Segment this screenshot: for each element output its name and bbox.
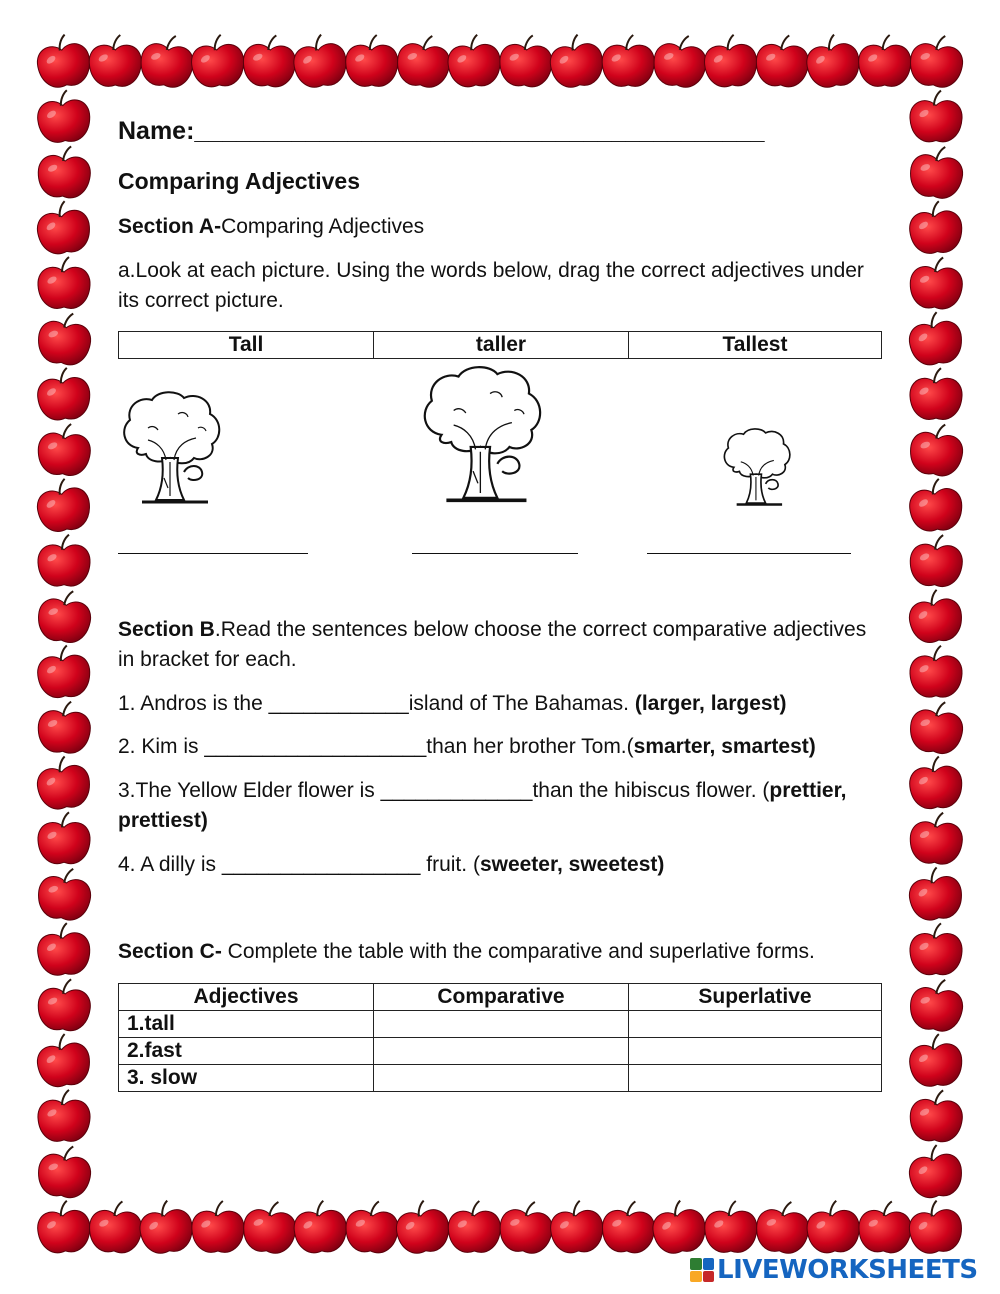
comparative-cell[interactable] bbox=[374, 1011, 629, 1038]
apple-icon bbox=[907, 976, 966, 1034]
word-bank-table bbox=[118, 331, 882, 359]
apple-icon bbox=[36, 644, 92, 699]
apple-icon bbox=[703, 33, 759, 88]
question-2-options: smarter, smartest) bbox=[633, 735, 816, 758]
apple-icon bbox=[906, 865, 965, 923]
apple-icon bbox=[909, 811, 965, 866]
row-adjective: 1.tall bbox=[119, 1011, 374, 1038]
apple-icon bbox=[910, 368, 962, 419]
word-taller[interactable]: taller bbox=[374, 332, 629, 359]
apple-icon bbox=[35, 1142, 94, 1200]
apple-icon bbox=[908, 477, 964, 532]
apple-icon bbox=[859, 35, 911, 86]
apple-icon bbox=[37, 700, 93, 755]
apple-icon bbox=[36, 89, 92, 144]
question-1-text: 1. Andros is the ____________island of The Bahamas. bbox=[118, 692, 635, 715]
apple-icon bbox=[290, 32, 349, 90]
apple-icon bbox=[242, 33, 298, 88]
comparative-cell[interactable] bbox=[374, 1065, 629, 1092]
question-4[interactable] bbox=[118, 850, 664, 880]
apple-icon bbox=[908, 200, 964, 255]
apple-icon bbox=[601, 1199, 657, 1254]
tree-small-icon bbox=[720, 426, 796, 510]
apple-icon bbox=[89, 35, 141, 86]
section-b-instruction: .Read the sentences below choose the correct comparative adjectives in bracket for each. bbox=[118, 618, 867, 671]
apple-icon bbox=[346, 35, 398, 86]
answer-blank-2[interactable] bbox=[412, 552, 578, 554]
tree-medium-icon bbox=[118, 388, 228, 510]
apple-icon bbox=[34, 476, 93, 534]
apple-icon bbox=[910, 91, 962, 142]
apple-icon bbox=[138, 32, 197, 90]
apple-icon bbox=[907, 420, 966, 478]
apple-icon bbox=[36, 1199, 92, 1254]
apple-icon bbox=[37, 144, 93, 199]
comparative-cell[interactable] bbox=[374, 1038, 629, 1065]
brand-name: LIVEWORKSHEETS bbox=[717, 1255, 978, 1285]
apple-icon bbox=[38, 812, 90, 863]
apple-icon bbox=[37, 977, 93, 1032]
section-c-label: Section C- bbox=[118, 940, 222, 963]
apple-icon bbox=[602, 35, 654, 86]
question-4-options: sweeter, sweetest) bbox=[479, 853, 665, 876]
answer-blank-1[interactable] bbox=[118, 552, 308, 554]
apple-icon bbox=[906, 587, 965, 645]
apple-icon bbox=[192, 1201, 244, 1252]
word-tall[interactable]: Tall bbox=[119, 332, 374, 359]
col-header-superlative: Superlative bbox=[629, 984, 882, 1011]
col-header-comparative: Comparative bbox=[374, 984, 629, 1011]
apple-icon bbox=[907, 698, 966, 756]
apple-icon bbox=[35, 309, 94, 367]
apple-icon bbox=[292, 1199, 348, 1254]
question-3-options: prettier, prettiest) bbox=[118, 779, 847, 832]
question-1[interactable] bbox=[118, 689, 787, 719]
apple-icon bbox=[909, 1088, 965, 1143]
table-row bbox=[119, 1065, 882, 1092]
apple-icon bbox=[705, 1201, 757, 1252]
word-tallest[interactable]: Tallest bbox=[629, 332, 882, 359]
question-3[interactable] bbox=[118, 776, 888, 836]
section-a-heading bbox=[118, 212, 424, 242]
section-a-subtitle: Comparing Adjectives bbox=[221, 215, 425, 238]
apple-icon bbox=[37, 422, 93, 477]
row-adjective: 3. slow bbox=[119, 1065, 374, 1092]
apple-icon bbox=[755, 33, 811, 88]
question-1-options: (larger, largest) bbox=[634, 692, 787, 715]
liveworksheets-brand bbox=[690, 1253, 978, 1287]
apple-icon bbox=[35, 587, 94, 645]
apple-icon bbox=[909, 533, 965, 588]
apple-icon bbox=[344, 1199, 400, 1254]
section-c-heading bbox=[118, 937, 815, 967]
apple-icon bbox=[88, 1199, 144, 1254]
liveworksheets-logo-icon bbox=[690, 1258, 714, 1282]
apple-icon bbox=[34, 198, 93, 256]
apple-icon bbox=[448, 1201, 500, 1252]
row-adjective: 2.fast bbox=[119, 1038, 374, 1065]
apple-icon bbox=[38, 257, 90, 308]
question-2[interactable] bbox=[118, 732, 816, 762]
apple-icon bbox=[547, 32, 606, 90]
apple-icon bbox=[910, 923, 962, 974]
question-2-text: 2. Kim is ___________________than her brother Tom.( bbox=[118, 735, 634, 758]
apple-icon bbox=[241, 1198, 300, 1256]
apple-icon bbox=[34, 753, 93, 811]
section-b-label: Section B bbox=[118, 618, 215, 641]
apple-icon bbox=[906, 309, 965, 367]
apple-icon bbox=[190, 33, 246, 88]
apple-icon bbox=[34, 1031, 93, 1089]
apple-icon bbox=[549, 1199, 605, 1254]
apple-icon bbox=[908, 1033, 964, 1088]
question-3-text: 3.The Yellow Elder flower is _____________than the hibiscus flower. ( bbox=[118, 779, 770, 802]
forms-table bbox=[118, 983, 882, 1092]
apple-icon bbox=[36, 922, 92, 977]
section-a-label: Section A- bbox=[118, 215, 222, 238]
apple-icon bbox=[651, 32, 710, 90]
section-b-heading bbox=[118, 615, 888, 675]
apple-icon bbox=[35, 865, 94, 923]
apple-icon bbox=[136, 1198, 195, 1256]
superlative-cell[interactable] bbox=[629, 1065, 882, 1092]
table-row bbox=[119, 1038, 882, 1065]
apple-icon bbox=[907, 143, 966, 201]
tree-large-icon bbox=[416, 362, 552, 510]
superlative-cell[interactable] bbox=[629, 1038, 882, 1065]
page-title: Comparing Adjectives bbox=[118, 168, 360, 194]
table-row bbox=[119, 1011, 882, 1038]
apple-icon bbox=[910, 646, 962, 697]
apple-icon bbox=[38, 1090, 90, 1141]
apple-icon bbox=[907, 32, 966, 90]
question-4-text: 4. A dilly is _________________ fruit. ( bbox=[118, 853, 480, 876]
section-c-instruction: Complete the table with the comparative and superlative forms. bbox=[221, 940, 815, 963]
apple-icon bbox=[649, 1198, 708, 1256]
apple-icon bbox=[38, 535, 90, 586]
apple-icon bbox=[906, 1198, 965, 1256]
superlative-cell[interactable] bbox=[629, 1011, 882, 1038]
name-field-label: Name:_________________________________________ bbox=[118, 117, 765, 145]
apple-icon bbox=[393, 1198, 452, 1256]
apple-icon bbox=[805, 1199, 861, 1254]
apple-icon bbox=[498, 33, 554, 88]
apple-icon bbox=[36, 366, 92, 421]
apple-icon bbox=[909, 255, 965, 310]
apple-icon bbox=[446, 33, 502, 88]
col-header-adjectives: Adjectives bbox=[119, 984, 374, 1011]
apple-icon bbox=[803, 32, 862, 90]
apple-icon bbox=[906, 1142, 965, 1200]
section-a-instruction: a.Look at each picture. Using the words below, drag the correct adjectives under its correct picture. bbox=[118, 259, 864, 312]
answer-blank-3[interactable] bbox=[647, 552, 851, 554]
apple-icon bbox=[754, 1198, 813, 1256]
apple-icon bbox=[34, 32, 93, 90]
apple-icon bbox=[908, 755, 964, 810]
apple-icon bbox=[857, 1199, 913, 1254]
apple-icon bbox=[394, 32, 453, 90]
apple-icon bbox=[497, 1198, 556, 1256]
